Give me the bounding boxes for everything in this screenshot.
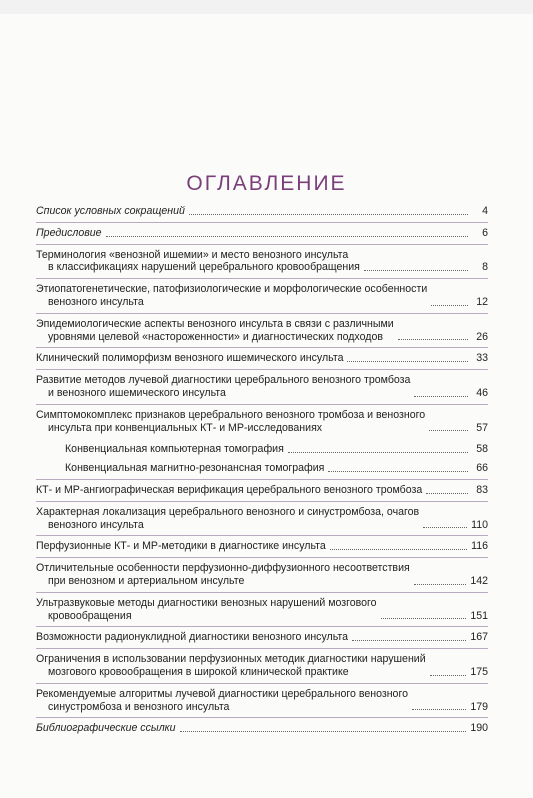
toc-entry-title — [36, 506, 419, 532]
toc-page-number: 83 — [476, 483, 488, 496]
entry-divider — [36, 278, 488, 279]
toc-entry-line: Эпидемиологические аспекты венозного инсульта в связи с различными — [36, 317, 394, 330]
entry-divider — [36, 717, 488, 718]
toc-page-number: 167 — [470, 631, 488, 644]
toc-entry-line: кровообращения — [48, 609, 132, 622]
dot-leader — [106, 235, 468, 237]
toc-entry — [36, 227, 488, 240]
toc-entry-title — [36, 562, 410, 588]
toc-entry-title — [36, 597, 377, 623]
toc-entry — [36, 443, 488, 456]
entry-divider — [36, 683, 488, 684]
toc-entry-title — [36, 227, 102, 240]
toc-page-number: 46 — [476, 386, 488, 399]
page-title: ОГЛАВЛЕНИЕ — [186, 172, 347, 195]
toc-entry-line: венозного инсульта — [48, 518, 144, 531]
toc-entry-line: Предисловие — [36, 226, 102, 239]
entry-divider — [36, 244, 488, 245]
toc-entry — [36, 205, 488, 218]
toc-page-number: 33 — [476, 352, 488, 365]
toc-entry-line: Развитие методов лучевой диагностики церебрального венозного тромбоза — [36, 374, 411, 387]
dot-leader — [431, 304, 468, 306]
dot-leader — [330, 548, 467, 550]
toc-entry-line: Ультразвуковые методы диагностики венозных нарушений мозгового — [36, 596, 377, 609]
toc-entry — [36, 374, 488, 400]
toc-page-number: 142 — [470, 574, 488, 587]
toc-page-number: 66 — [476, 462, 488, 475]
toc-entry-line: и венозного ишемического инсульта — [48, 386, 226, 399]
toc-entry-line: Отличительные особенности перфузионно-диффузионного несоответствия — [36, 562, 410, 575]
entry-divider — [36, 535, 488, 536]
toc-entry — [36, 506, 488, 532]
dot-leader — [189, 213, 468, 215]
toc-entry-line: Симптомокомплекс признаков церебрального венозного тромбоза и венозного — [36, 408, 426, 421]
toc-entry-line: уровнями целевой «настороженности» и диагностических подходов — [48, 330, 383, 343]
toc-page-number: 4 — [482, 205, 488, 217]
dot-leader — [426, 492, 468, 494]
dot-leader — [352, 639, 466, 641]
toc-entry-line: Библиографические ссылки — [36, 722, 176, 735]
entry-divider — [36, 369, 488, 370]
toc-entry-line: Конвенциальная магнитно-резонансная томография — [65, 462, 325, 475]
toc-entry-title — [36, 205, 185, 218]
toc-entry-title — [36, 688, 408, 714]
toc-entry — [36, 283, 488, 309]
toc-entry-line: Терминология «венозной ишемии» и место венозного инсульта — [36, 248, 349, 261]
toc-page-number: 151 — [470, 609, 488, 622]
toc-entry-line: Клинический полиморфизм венозного ишемического инсульта — [36, 352, 344, 365]
toc-page-number: 26 — [476, 330, 488, 343]
toc-entry — [36, 631, 488, 644]
dot-leader — [412, 708, 466, 710]
dot-leader — [180, 730, 467, 732]
toc-entry-title — [36, 631, 348, 644]
toc-entry-line: Перфузионные КТ- и МР-методики в диагностике инсульта — [36, 540, 326, 553]
toc-entry-title — [36, 722, 176, 735]
toc-page-number: 116 — [471, 540, 488, 553]
dot-leader — [423, 526, 467, 528]
entry-divider — [36, 404, 488, 405]
page-top-edge — [0, 0, 533, 14]
dot-leader — [398, 338, 468, 340]
dot-leader — [288, 451, 468, 453]
entry-divider — [36, 222, 488, 223]
dot-leader — [414, 395, 468, 397]
toc-entry — [36, 352, 488, 365]
toc-entry-title — [36, 540, 326, 553]
toc-entry-line: в классификациях нарушений церебрального кровообращения — [48, 261, 360, 274]
entry-divider — [36, 347, 488, 348]
entry-divider — [36, 626, 488, 627]
toc-entry-line: синустромбоза и венозного инсульта — [48, 700, 230, 713]
toc-entry-title — [36, 409, 425, 435]
toc-entry — [36, 462, 488, 475]
toc-page-number: 190 — [470, 722, 488, 735]
dot-leader — [429, 429, 468, 431]
toc-entry — [36, 409, 488, 435]
toc-page-number: 6 — [482, 226, 488, 239]
entry-divider — [36, 592, 488, 593]
toc-entry-line: при венозном и артериальном инсульте — [48, 574, 245, 587]
toc-entry-line: Список условных сокращений — [36, 205, 185, 217]
entry-divider — [36, 648, 488, 649]
toc-entry-title — [36, 374, 410, 400]
entry-divider — [36, 501, 488, 502]
toc-entry-title — [65, 462, 324, 475]
table-of-contents — [36, 205, 488, 744]
toc-entry-line: венозного инсульта — [48, 295, 144, 308]
toc-entry — [36, 540, 488, 553]
toc-entry-title — [36, 249, 360, 275]
dot-leader — [414, 583, 467, 585]
toc-entry-title — [65, 443, 284, 456]
dot-leader — [347, 360, 468, 362]
toc-entry-line: мозгового кровообращения в широкой клинической практике — [48, 665, 349, 678]
toc-entry-line: Этиопатогенетические, патофизиологические и морфологические особенности — [36, 283, 428, 296]
toc-entry-line: Рекомендуемые алгоритмы лучевой диагностики церебрального венозного — [36, 687, 408, 700]
toc-entry-line: инсульта при конвенциальных КТ- и МР-исследованиях — [48, 421, 323, 434]
toc-page-number: 12 — [476, 295, 488, 308]
entry-divider — [36, 557, 488, 558]
toc-entry — [36, 688, 488, 714]
toc-entry — [36, 249, 488, 275]
dot-leader — [381, 617, 467, 619]
toc-page-number: 8 — [482, 261, 488, 274]
toc-entry — [36, 318, 488, 344]
toc-page-number: 179 — [470, 700, 488, 713]
dot-leader — [328, 470, 468, 472]
toc-page-number: 110 — [471, 518, 488, 531]
toc-entry-line: Возможности радионуклидной диагностики венозного инсульта — [36, 631, 349, 644]
toc-entry-title — [36, 484, 422, 497]
toc-entry-line: Ограничения в использовании перфузионных методик диагностики нарушений — [36, 653, 426, 666]
dot-leader — [430, 674, 467, 676]
toc-entry-title — [36, 352, 343, 365]
toc-page-number: 175 — [470, 665, 488, 678]
dot-leader — [364, 269, 468, 271]
toc-page-number: 58 — [476, 443, 488, 456]
toc-entry-line: Характерная локализация церебрального венозного и синустромбоза, очагов — [36, 505, 420, 518]
toc-entry — [36, 653, 488, 679]
toc-entry — [36, 597, 488, 623]
toc-entry — [36, 722, 488, 735]
toc-entry — [36, 484, 488, 497]
toc-entry-title — [36, 318, 394, 344]
toc-entry-title — [36, 653, 426, 679]
toc-entry-line: Конвенциальная компьютерная томография — [65, 443, 284, 456]
toc-entry-title — [36, 283, 427, 309]
toc-page-number: 57 — [476, 421, 488, 434]
entry-divider — [36, 313, 488, 314]
entry-divider — [36, 479, 488, 480]
toc-entry-line: КТ- и МР-ангиографическая верификация церебрального венозного тромбоза — [36, 483, 423, 496]
toc-entry — [36, 562, 488, 588]
